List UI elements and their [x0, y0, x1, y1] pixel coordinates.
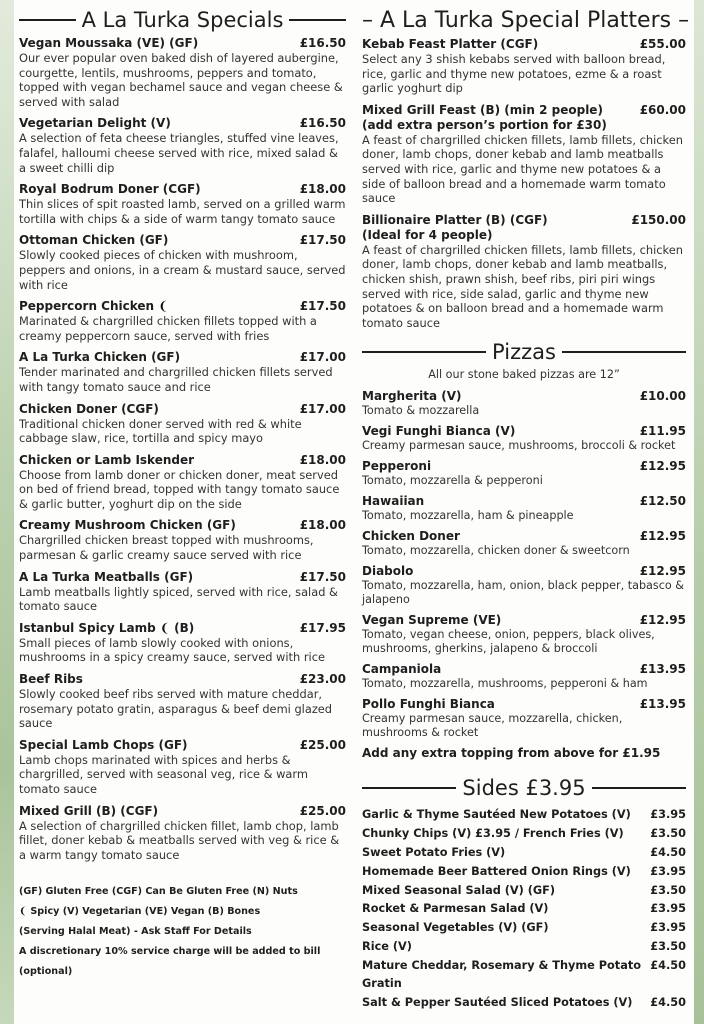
pizza-item: [362, 564, 686, 607]
menu-item-header: [19, 672, 346, 687]
pizzas-note: All our stone baked pizzas are 12”: [428, 368, 620, 382]
menu-item-name: [19, 350, 180, 365]
pizza-header: [362, 662, 686, 677]
menu-item: [19, 116, 346, 175]
legend-line-2: [19, 902, 346, 922]
pizza-header: [362, 564, 686, 579]
pizza-description: Tomato, vegan cheese, onion, peppers, black olives, mushrooms, gherkins, jalapeno & broccoli: [362, 628, 655, 656]
menu-item: [19, 350, 346, 394]
side-price: £4.50: [650, 958, 686, 972]
platter-header: [362, 213, 686, 228]
menu-item: [19, 299, 346, 343]
menu-item-header: [19, 182, 346, 197]
pizza-name: Campaniola: [362, 662, 442, 677]
menu-item: [19, 570, 346, 614]
pizza-price: £10.00: [639, 389, 686, 404]
menu-item-name: [19, 402, 159, 417]
menu-item: [19, 518, 346, 562]
chili-icon: ❨: [155, 620, 170, 635]
menu-item: [19, 621, 346, 665]
platter-item: [362, 37, 686, 96]
pizza-price: £11.95: [639, 424, 686, 439]
platter-name: Kebab Feast Platter (CGF): [362, 37, 539, 51]
menu-item-suffix: (B): [174, 620, 195, 635]
menu-item-name: [19, 804, 158, 819]
menu-item-name: [19, 570, 193, 585]
platter-header: [362, 37, 686, 52]
pizzas-header: [362, 340, 686, 364]
menu-item-description: Traditional chicken doner served with red & white cabbage slaw, rice, tortilla and spicy mayo: [19, 416, 302, 446]
menu-item: [19, 182, 346, 226]
menu-item: [19, 804, 346, 863]
pizza-header: [362, 459, 686, 474]
menu-item-header: [19, 402, 346, 417]
side-item: [362, 994, 686, 1013]
pizza-description: Tomato, mozzarella, ham & pineapple: [362, 509, 574, 523]
menu-item-price: £18.00: [299, 182, 346, 197]
menu-item-description: A selection of feta cheese triangles, stuffed vine leaves, falafel, halloumi cheese served with rice, mixed salad & a sweet chilli dip: [19, 131, 339, 175]
pizza-name: Margherita (V): [362, 389, 462, 404]
menu-item-header: [19, 621, 346, 636]
menu-item-title: A La Turka Meatballs (GF): [19, 569, 194, 584]
pizza-name: Chicken Doner: [362, 529, 460, 544]
menu-item-name: [19, 518, 236, 533]
menu-item-description: A selection of chargrilled chicken fillet, lamb chop, lamb fillet, doner kebab & meatballs served with veg & rice & a warm tangy tomato sauce: [19, 818, 340, 862]
platter-price: £55.00: [639, 37, 686, 51]
menu-item-name: [19, 36, 198, 51]
side-name: Mixed Seasonal Salad (V) (GF): [362, 883, 556, 897]
menu-item-price: £17.00: [299, 401, 346, 416]
menu-item-header: [19, 116, 346, 131]
pizza-price: £13.95: [639, 697, 686, 712]
right-leaf-border: [694, 0, 704, 1024]
menu-item-price: £17.00: [299, 350, 346, 365]
pizza-price: £12.95: [639, 613, 686, 628]
title-rule-right: [592, 787, 686, 789]
legend-line-3: (Serving Halal Meat) - Ask Staff For Details: [19, 926, 252, 938]
specials-list: [19, 36, 346, 862]
sides-title: Sides £3.95: [462, 776, 586, 801]
pizza-header: [362, 494, 686, 509]
menu-item-price: £16.50: [299, 116, 346, 131]
title-rule-right: [562, 351, 686, 353]
right-column: [362, 8, 690, 1013]
menu-item-price: £17.50: [299, 569, 346, 584]
pizza-header: [362, 389, 686, 404]
menu-item-price: £17.95: [299, 620, 346, 635]
menu-item-header: [19, 36, 346, 51]
platter-name: Mixed Grill Feast (B) (min 2 people): [362, 102, 603, 117]
pizza-description: Tomato, mozzarella, chicken doner & sweetcorn: [362, 544, 630, 558]
side-name: Chunky Chips (V) £3.95 / French Fries (V): [362, 827, 624, 841]
pizzas-list: [362, 389, 686, 740]
chili-icon: ❨: [19, 906, 28, 918]
menu-item-header: [19, 350, 346, 365]
side-item: [362, 825, 686, 844]
legend-line-4: A discretionary 10% service charge will be added to bill (optional): [19, 946, 321, 978]
menu-item-name: [19, 182, 201, 197]
title-rule-left: [19, 19, 76, 21]
extra-topping-note: Add any extra topping from above for £1.95: [362, 746, 661, 761]
side-item: [362, 938, 686, 957]
pizza-description: Tomato, mozzarella, ham, onion, black pepper, tabasco & jalapeno: [362, 579, 685, 607]
menu-item-title: Royal Bodrum Doner (CGF): [19, 182, 201, 197]
platter-description: A feast of chargrilled chicken fillets, lamb fillets, chicken doner, lamb chops, doner kebab and lamb meatballs, chicken shish, prawn shish, beef ribs, piri piri wings served with rice, side salad, garlic and thyme new potatoes & on balloon bread and a homemade warm tomato sauce: [362, 242, 683, 330]
side-name: Rocket & Parmesan Salad (V): [362, 902, 549, 916]
menu-item-price: £18.00: [299, 518, 346, 533]
menu-item-description: Choose from lamb doner or chicken doner, meat served on bed of friend bread, topped with tangy tomato sauce & garlic butter, yoghurt dip on the side: [19, 467, 340, 511]
platter-subtitle: (Ideal for 4 people): [362, 227, 493, 242]
menu-item-header: [19, 570, 346, 585]
menu-item-description: Lamb meatballs lightly spiced, served with rice, salad & tomato sauce: [19, 584, 338, 614]
menu-item-description: Marinated & chargrilled chicken fillets topped with a creamy peppercorn sauce, served with fries: [19, 314, 317, 343]
side-price: £3.50: [650, 883, 686, 897]
side-item: [362, 900, 686, 919]
side-item: [362, 882, 686, 901]
side-name: Sweet Potato Fries (V): [362, 845, 506, 859]
pizza-item: [362, 697, 686, 740]
pizza-name: Vegi Funghi Bianca (V): [362, 424, 516, 439]
pizza-description: Creamy parmesan sauce, mozzarella, chicken, mushrooms & rocket: [362, 712, 623, 740]
platter-description: A feast of chargrilled chicken fillets, lamb fillets, chicken doner, lamb chops, doner kebab and lamb meatballs served with rice, garlic and thyme new potatoes & a side of balloon bread and a homemade warm tomato sauce: [362, 132, 683, 206]
menu-item: [19, 233, 346, 292]
menu-item-name: [19, 233, 168, 248]
menu-item: [19, 738, 346, 797]
side-name: Mature Cheddar, Rosemary & Thyme Potato Gratin: [362, 958, 641, 991]
side-price: £3.95: [650, 921, 686, 935]
menu-item-title: Creamy Mushroom Chicken (GF): [19, 518, 236, 533]
pizza-item: [362, 389, 686, 418]
menu-item-title: Vegetarian Delight (V): [19, 116, 171, 131]
menu-item-name: [19, 116, 171, 131]
platters-title: – A La Turka Special Platters –: [362, 8, 690, 33]
menu-item-description: Lamb chops marinated with spices and herbs & chargrilled, served with seasonal veg, rice & warm tomato sauce: [19, 752, 308, 796]
menu-item-price: £18.00: [299, 452, 346, 467]
pizza-name: Hawaiian: [362, 494, 425, 509]
menu-item-title: Peppercorn Chicken: [19, 299, 155, 314]
menu-item-title: Ottoman Chicken (GF): [19, 233, 169, 248]
sides-list: [362, 806, 686, 1013]
menu-item: [19, 402, 346, 446]
pizza-price: £12.95: [639, 459, 686, 474]
side-item: [362, 806, 686, 825]
menu-item-title: Vegan Moussaka (VE) (GF): [19, 36, 199, 50]
menu-item-price: £17.50: [299, 299, 346, 314]
side-price: £4.50: [650, 996, 686, 1010]
side-item: [362, 863, 686, 882]
title-rule-left: [362, 351, 486, 353]
pizza-item: [362, 529, 686, 558]
menu-item: [19, 672, 346, 731]
platter-name: Billionaire Platter (B) (CGF): [362, 212, 548, 227]
menu-item-description: Tender marinated and chargrilled chicken fillets served with tangy tomato sauce and rice: [19, 365, 333, 394]
menu-item-name: [19, 672, 83, 687]
menu-item-name: [19, 738, 188, 753]
menu-item: [19, 36, 346, 109]
pizza-header: [362, 613, 686, 628]
legend-line-2-text: Spicy (V) Vegetarian (VE) Vegan (B) Bones: [30, 906, 261, 918]
pizza-item: [362, 613, 686, 656]
side-name: Seasonal Vegetables (V) (GF): [362, 921, 549, 935]
specials-column: [19, 8, 346, 982]
menu-item-description: Slowly cooked beef ribs served with mature cheddar, rosemary potato gratin, asparagus & beef demi glazed sauce: [19, 687, 333, 731]
chili-icon: ❨: [154, 299, 169, 314]
pizza-name: Diabolo: [362, 564, 414, 579]
menu-item-title: Mixed Grill (B) (CGF): [19, 803, 159, 818]
pizza-name: Pepperoni: [362, 459, 432, 474]
menu-item-price: £25.00: [299, 803, 346, 818]
side-price: £4.50: [650, 845, 686, 859]
menu-item-title: Special Lamb Chops (GF): [19, 737, 188, 752]
pizza-header: [362, 529, 686, 544]
menu-item-title: Beef Ribs: [19, 672, 83, 687]
menu-item-description: Chargrilled chicken breast topped with mushrooms, parmesan & garlic creamy sauce served with rice: [19, 533, 314, 563]
menu-item-price: £17.50: [299, 233, 346, 248]
pizza-description: Creamy parmesan sauce, mushrooms, broccoli & rocket: [362, 439, 676, 453]
side-name: Rice (V): [362, 939, 412, 953]
pizza-item: [362, 459, 686, 488]
pizzas-title: Pizzas: [492, 340, 556, 365]
side-price: £3.95: [650, 864, 686, 878]
menu-item-header: [19, 518, 346, 533]
menu-legend: [19, 882, 346, 982]
pizza-name: Vegan Supreme (VE): [362, 613, 502, 628]
pizza-description: Tomato, mozzarella, mushrooms, pepperoni & ham: [362, 677, 648, 691]
side-item: [362, 844, 686, 863]
side-item: [362, 919, 686, 938]
menu-item-description: Small pieces of lamb slowly cooked with onions, mushrooms in a spicy creamy sauce, served with rice: [19, 635, 325, 665]
menu-item-title: A La Turka Chicken (GF): [19, 350, 181, 365]
menu-item-header: [19, 453, 346, 468]
pizza-price: £13.95: [639, 662, 686, 677]
side-name: Homemade Beer Battered Onion Rings (V): [362, 864, 631, 878]
menu-item-header: [19, 299, 346, 314]
pizza-header: [362, 424, 686, 439]
specials-title: A La Turka Specials: [81, 8, 284, 32]
pizza-header: [362, 697, 686, 712]
menu-item-header: [19, 804, 346, 819]
menu-item-title: Istanbul Spicy Lamb: [19, 620, 156, 635]
left-leaf-border: [0, 0, 14, 1024]
side-price: £3.95: [650, 902, 686, 916]
pizza-item: [362, 662, 686, 691]
platter-subtitle: (add extra person’s portion for £30): [362, 117, 607, 132]
legend-line-1: (GF) Gluten Free (CGF) Can Be Gluten Free (N) Nuts: [19, 886, 298, 898]
specials-header: [19, 8, 346, 32]
title-rule-left: [362, 787, 456, 789]
side-price: £3.50: [650, 939, 686, 953]
menu-item-price: £16.50: [299, 36, 346, 50]
side-name: Salt & Pepper Sautéed Sliced Potatoes (V): [362, 996, 633, 1010]
side-price: £3.50: [650, 827, 686, 841]
pizza-item: [362, 494, 686, 523]
menu-item-description: Our ever popular oven baked dish of layered aubergine, courgette, lentils, mushrooms, peppers and tomato, topped with vegan bechamel sauce and vegan cheese & served with salad: [19, 51, 343, 109]
sides-header: [362, 776, 686, 800]
pizza-price: £12.50: [639, 494, 686, 509]
pizza-item: [362, 424, 686, 453]
menu-item-name: [19, 621, 194, 636]
title-rule-right: [289, 19, 346, 21]
menu-item-header: [19, 233, 346, 248]
side-name: Garlic & Thyme Sautéed New Potatoes (V): [362, 808, 631, 822]
pizza-price: £12.95: [639, 529, 686, 544]
platter-item: [362, 103, 686, 206]
menu-item-name: [19, 299, 168, 314]
pizza-price: £12.95: [639, 564, 686, 579]
menu-item-header: [19, 738, 346, 753]
menu-item-title: Chicken or Lamb Iskender: [19, 452, 195, 467]
pizza-name: Pollo Funghi Bianca: [362, 697, 495, 712]
menu-item-price: £23.00: [299, 672, 346, 687]
menu-item-title: Chicken Doner (CGF): [19, 401, 159, 416]
platters-header: [362, 8, 690, 33]
pizza-description: Tomato, mozzarella & pepperoni: [362, 474, 543, 488]
menu-item-description: Thin slices of spit roasted lamb, served on a grilled warm tortilla with chips & a side of warm tangy tomato sauce: [19, 197, 346, 226]
side-price: £3.95: [650, 808, 686, 822]
menu-item-name: [19, 453, 194, 468]
platter-price: £150.00: [631, 212, 686, 227]
side-item: [362, 957, 686, 995]
platter-description: Select any 3 shish kebabs served with balloon bread, rice, garlic and thyme new potatoes, ezme & a roast garlic yoghurt dip: [362, 52, 666, 96]
platters-list: [362, 37, 686, 330]
platter-header: [362, 103, 686, 118]
menu-item: [19, 453, 346, 512]
menu-item-description: Slowly cooked pieces of chicken with mushroom, peppers and onions, in a cream & mustard sauce, served with rice: [19, 248, 346, 292]
pizza-description: Tomato & mozzarella: [362, 404, 480, 418]
platter-price: £60.00: [639, 102, 686, 117]
menu-item-price: £25.00: [299, 737, 346, 752]
platter-item: [362, 213, 686, 331]
